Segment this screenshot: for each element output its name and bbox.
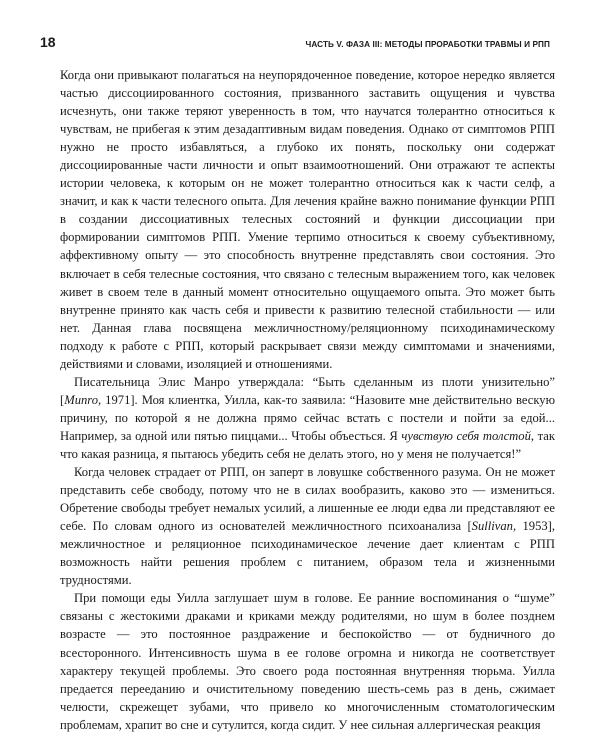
citation-sullivan: Sullivan <box>471 519 513 534</box>
paragraph-3 <box>60 463 555 589</box>
page-number: 18 <box>40 34 56 50</box>
body-text <box>60 66 555 734</box>
citation-munro: Munro <box>64 392 99 407</box>
paragraph-2-text-c: , так что какая разница, я пытаюсь убедить себя не делать этого, но у меня не получается!” <box>60 428 555 461</box>
paragraph-2-text-a: Писательница Элис Манро утверждала: “Быть сделанным из плоти унизительно” [ <box>60 374 555 407</box>
paragraph-3-text-a: Когда человек страдает от РПП, он заперт в ловушке собственного разума. Он не может представить себе свободу, потому что не в силах вообразить, каково это — измениться. Обретение свободы требует немалых усилий, а лишенные ее люди едва ли представляют ее себе. По словам одного из основателей межличностного психоанализа [ <box>60 465 555 534</box>
paragraph-1: Когда они привыкают полагаться на неупорядоченное поведение, которое нередко является частью диссоциированного состояния, призванного заставить ощущения и чувства исчезнуть, они также теряют уверенность в том, что научатся толерантно относиться к чувствам, не прибегая к этим дезадаптивным видам поведения. Однако от симптомов РПП нужно не просто избавляться, а глубоко их понять, поскольку они содержат диссоциированные части личности и опыт взаимоотношений. Они отражают те аспекты истории человека, к которым он не может толерантно относиться как к части селф, а значит, и как к части телесного опыта. Для лечения крайне важно понимание функции РПП в создании диссоциативных телесных состояний и функции диссоциации при формировании симптомов РПП. Умение терпимо относиться к своему субъективному, аффективному опыту — это способность внутренне представлять свои состояния. Это включает в себя телесные состояния, что связано с телесным выражением того, как человек живет в своем теле в данный момент относительно ощущаемого опыта. Это может быть внутренне принято как часть себя и привести к развитию телесной стабильности — или нет. Данная глава посвящена межличностному/реляционному психодинамическому подходу к работе с РПП, который раскрывает связи между симптомами и значениями, действиями и словами, изоляцией и отношениями. <box>60 68 555 371</box>
page-header <box>40 34 550 56</box>
italic-phrase: чувствую себя толстой <box>401 428 531 443</box>
paragraph-3-text-b: , 1953], межличностное и реляционное психодинамическое лечение дает клиентам с РПП возможность найти решения проблем с питанием, образом тела и жизненными трудностями. <box>60 519 556 588</box>
paragraph-2-text-b: , 1971]. Моя клиентка, Уилла, как-то заявила: “Назовите мне действительно вескую причину, по которой я не должна прямо сейчас встать с постели и пойти за едой... Например, за одной или пятью пиццами... Чтобы объесться. Я <box>60 392 555 443</box>
paragraph-4: При помощи еды Уилла заглушает шум в голове. Ее ранние воспоминания о “шуме” связаны с жестокими драками и криками между родителями, но шум в более позднем возрасте — это постоянное раздражение и беспокойство — от будничного до всесторонного. Интенсивность шума в ее голове огромна и никогда не соответствует характеру текущей проблемы. Это своего рода постоянная внутренняя тюрьма. Уилла предается перееданию и очистительному поведению шесть-семь раз в день, сжимает челюсти, скрежещет зубами, что привело ко многочисленным стоматологическим проблемам, храпит во сне и сутулится, когда сидит. У нее сильная аллергическая реакция <box>60 591 555 732</box>
paragraph-2 <box>60 373 555 463</box>
running-head: ЧАСТЬ V. ФАЗА III: МЕТОДЫ ПРОРАБОТКИ ТРАВМЫ И РПП <box>305 40 550 49</box>
